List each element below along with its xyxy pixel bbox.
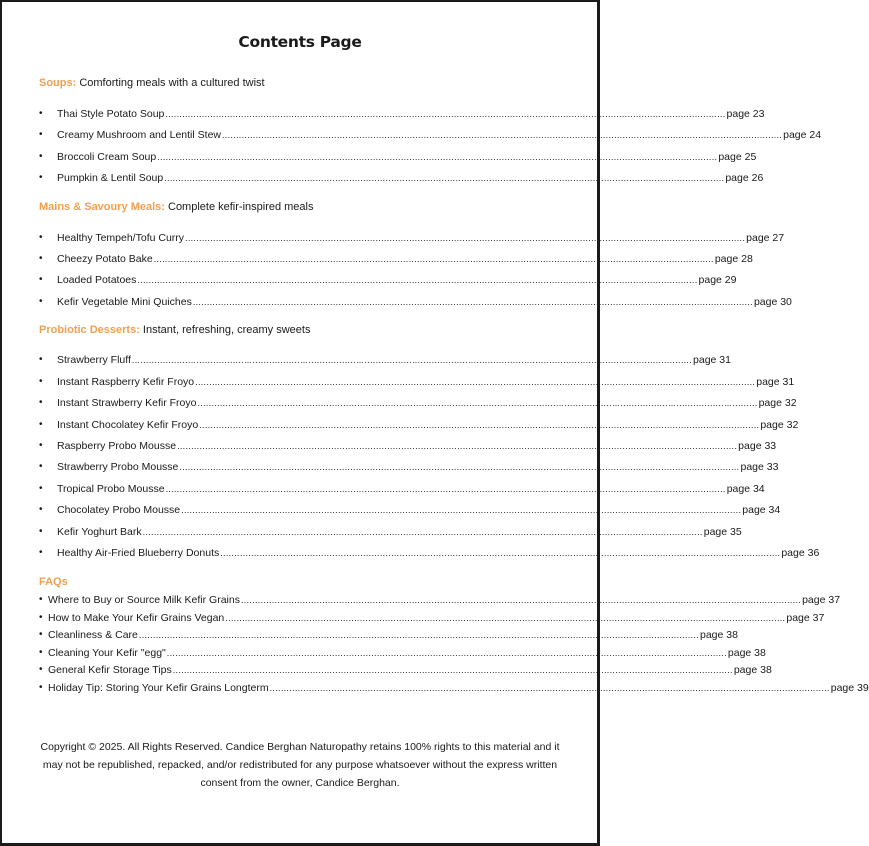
toc-entry[interactable]	[39, 525, 742, 539]
dot-leader: ........................................................................................................................................................................................................	[181, 505, 742, 515]
bullet-icon: •	[39, 419, 43, 430]
entry-title: Instant Raspberry Kefir Froyo	[57, 376, 195, 388]
entry-title: Healthy Air-Fried Blueberry Donuts	[57, 547, 220, 559]
bullet-icon: •	[39, 483, 43, 494]
entry-title: Cheezy Potato Bake	[57, 253, 153, 265]
entry-page: page 31	[756, 376, 795, 388]
bullet-icon: •	[39, 172, 43, 183]
section-subtitle: Complete kefir-inspired meals	[164, 201, 314, 213]
entry-page: page 39	[830, 682, 869, 694]
toc-entry[interactable]	[39, 646, 766, 660]
bullet-icon: •	[39, 397, 43, 408]
entry-title: Where to Buy or Source Milk Kefir Grains	[48, 594, 240, 606]
bullet-icon: •	[39, 376, 43, 387]
dot-leader: ........................................................................................................................................................................................................	[142, 527, 703, 537]
entry-page: page 38	[733, 664, 772, 676]
toc-entry[interactable]	[39, 252, 753, 266]
entry-page: page 26	[725, 172, 764, 184]
section-heading-desserts	[39, 323, 310, 337]
entry-page: page 25	[718, 151, 757, 163]
dot-leader: ........................................................................................................................................................................................................	[153, 254, 714, 264]
entry-page: page 33	[740, 461, 779, 473]
toc-entry[interactable]	[39, 611, 825, 625]
bullet-icon: •	[39, 232, 43, 243]
dot-leader: ........................................................................................................................................................................................................	[165, 484, 726, 494]
toc-entry[interactable]	[39, 503, 781, 517]
section-heading-soups	[39, 76, 265, 90]
toc-entry[interactable]	[39, 273, 737, 287]
bullet-icon: •	[39, 354, 43, 365]
entry-title: Cleanliness & Care	[48, 629, 138, 641]
dot-leader: ........................................................................................................................................................................................................	[164, 173, 725, 183]
entry-title: Kefir Vegetable Mini Quiches	[57, 296, 192, 308]
entry-page: page 32	[758, 397, 797, 409]
toc-entry[interactable]	[39, 375, 795, 389]
dot-leader: ........................................................................................................................................................................................................	[199, 420, 760, 430]
entry-title: Tropical Probo Mousse	[57, 483, 165, 495]
entry-title: Pumpkin & Lentil Soup	[57, 172, 164, 184]
bullet-icon: •	[39, 647, 43, 658]
bullet-icon: •	[39, 547, 43, 558]
entry-title: Kefir Yoghurt Bark	[57, 526, 142, 538]
entry-page: page 33	[738, 440, 777, 452]
bullet-icon: •	[39, 612, 43, 623]
entry-title: Raspberry Probo Mousse	[57, 440, 177, 452]
section-heading-mains	[39, 200, 314, 214]
bullet-icon: •	[39, 504, 43, 515]
dot-leader: ........................................................................................................................................................................................................	[172, 665, 733, 675]
section-label: FAQs	[39, 576, 68, 588]
copyright-notice: Copyright © 2025. All Rights Reserved. Candice Berghan Naturopathy retains 100% rights to this material and it may not be republished, repacked, and/or redistributed for any purpose whatsoever without the express written consent from the owner, Candice Berghan.	[40, 741, 560, 789]
entry-page: page 34	[726, 483, 765, 495]
dot-leader: ........................................................................................................................................................................................................	[220, 548, 781, 558]
bullet-icon: •	[39, 526, 43, 537]
entry-page: page 38	[700, 629, 738, 641]
bullet-icon: •	[39, 108, 43, 119]
bullet-icon: •	[39, 629, 43, 640]
entry-title: Strawberry Probo Mousse	[57, 461, 179, 473]
entry-page: page 30	[753, 296, 792, 308]
entry-page: page 36	[781, 547, 820, 559]
dot-leader: ........................................................................................................................................................................................................	[138, 630, 699, 640]
entry-page: page 23	[726, 108, 765, 120]
entry-title: Chocolatey Probo Mousse	[57, 504, 181, 516]
entry-page: page 37	[786, 612, 825, 624]
toc-entry[interactable]	[39, 546, 820, 560]
entry-page: page 37	[802, 594, 841, 606]
dot-leader: ........................................................................................................................................................................................................	[165, 109, 726, 119]
section-subtitle: Instant, refreshing, creamy sweets	[139, 324, 311, 336]
toc-entry[interactable]	[39, 353, 731, 367]
dot-leader: ........................................................................................................................................................................................................	[240, 595, 802, 605]
bullet-icon: •	[39, 274, 43, 285]
entry-page: page 35	[703, 526, 742, 538]
entry-page: page 32	[760, 419, 799, 431]
dot-leader: ........................................................................................................................................................................................................	[225, 613, 786, 623]
toc-entry[interactable]	[39, 150, 757, 164]
dot-leader: ........................................................................................................................................................................................................	[197, 398, 758, 408]
toc-entry[interactable]	[39, 628, 738, 642]
entry-title: Loaded Potatoes	[57, 274, 137, 286]
bullet-icon: •	[39, 129, 43, 140]
toc-entry[interactable]	[39, 663, 772, 677]
dot-leader: ........................................................................................................................................................................................................	[195, 377, 756, 387]
section-label: Probiotic Desserts:	[39, 324, 140, 336]
toc-entry[interactable]	[39, 295, 792, 309]
dot-leader: ........................................................................................................................................................................................................	[137, 275, 698, 285]
bullet-icon: •	[39, 440, 43, 451]
dot-leader: ........................................................................................................................................................................................................	[185, 233, 746, 243]
entry-title: How to Make Your Kefir Grains Vegan	[48, 612, 225, 624]
bullet-icon: •	[39, 151, 43, 162]
toc-entry[interactable]	[39, 128, 822, 142]
entry-title: Instant Strawberry Kefir Froyo	[57, 397, 197, 409]
entry-page: page 29	[698, 274, 737, 286]
entry-page: page 34	[742, 504, 781, 516]
toc-entry[interactable]	[39, 107, 765, 121]
entry-page: page 28	[714, 253, 753, 265]
entry-title: Broccoli Cream Soup	[57, 151, 157, 163]
entry-title: Thai Style Potato Soup	[57, 108, 165, 120]
bullet-icon: •	[39, 296, 43, 307]
entry-title: Strawberry Fluff	[57, 354, 131, 366]
entry-title: Healthy Tempeh/Tofu Curry	[57, 232, 185, 244]
dot-leader: ........................................................................................................................................................................................................	[157, 152, 718, 162]
dot-leader: ........................................................................................................................................................................................................	[269, 683, 830, 693]
dot-leader: ........................................................................................................................................................................................................	[222, 130, 783, 140]
section-heading-faqs	[39, 575, 68, 589]
dot-leader: ........................................................................................................................................................................................................	[192, 297, 753, 307]
toc-entry[interactable]	[39, 439, 777, 453]
dot-leader: ........................................................................................................................................................................................................	[131, 355, 693, 365]
bullet-icon: •	[39, 682, 43, 693]
entry-title: Creamy Mushroom and Lentil Stew	[57, 129, 221, 141]
entry-page: page 24	[783, 129, 822, 141]
toc-entry[interactable]	[39, 171, 764, 185]
page-title: Contents Page	[238, 33, 362, 51]
entry-title: Cleaning Your Kefir "egg"	[48, 647, 166, 659]
dot-leader: ........................................................................................................................................................................................................	[166, 648, 727, 658]
toc-entry[interactable]	[39, 593, 841, 607]
entry-title: Holiday Tip: Storing Your Kefir Grains Longterm	[48, 682, 269, 694]
toc-entry[interactable]	[39, 482, 765, 496]
section-subtitle: Comforting meals with a cultured twist	[76, 77, 265, 89]
section-label: Soups:	[39, 77, 77, 89]
entry-page: page 38	[727, 647, 766, 659]
bullet-icon: •	[39, 594, 43, 605]
entry-title: Instant Chocolatey Kefir Froyo	[57, 419, 199, 431]
entry-page: page 31	[693, 354, 731, 366]
toc-entry[interactable]	[39, 231, 785, 245]
toc-entry[interactable]	[39, 418, 799, 432]
bullet-icon: •	[39, 664, 43, 675]
dot-leader: ........................................................................................................................................................................................................	[177, 441, 738, 451]
section-label: Mains & Savoury Meals:	[39, 201, 165, 213]
toc-entry[interactable]	[39, 460, 779, 474]
entry-page: page 27	[746, 232, 785, 244]
toc-entry[interactable]	[39, 396, 797, 410]
entry-title: General Kefir Storage Tips	[48, 664, 172, 676]
bullet-icon: •	[39, 461, 43, 472]
bullet-icon: •	[39, 253, 43, 264]
dot-leader: ........................................................................................................................................................................................................	[179, 462, 740, 472]
toc-entry[interactable]	[39, 681, 869, 695]
